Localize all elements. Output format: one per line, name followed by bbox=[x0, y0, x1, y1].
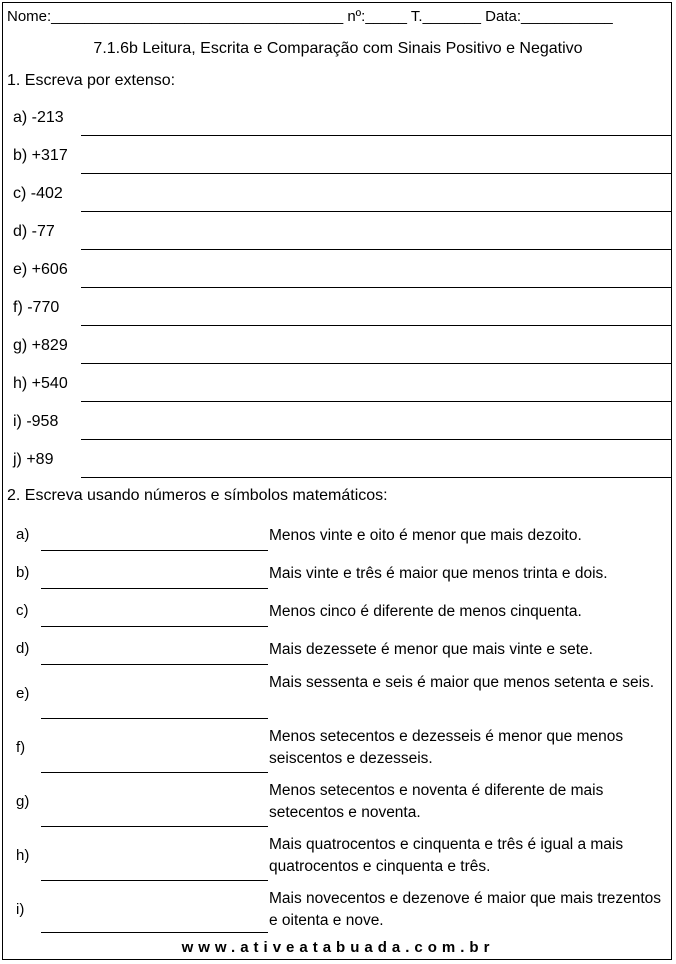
number-label: j) +89 bbox=[13, 451, 54, 468]
sentence-text: Menos setecentos e noventa é diferente de mais setecentos e noventa. bbox=[269, 782, 604, 821]
worksheet-title: 7.1.6b Leitura, Escrita e Comparação com Sinais Positivo e Negativo bbox=[93, 40, 583, 57]
item-label: f) bbox=[16, 739, 26, 756]
answer-line-g bbox=[7, 335, 672, 373]
number-label: a) -213 bbox=[13, 109, 64, 126]
worksheet-page bbox=[2, 2, 672, 960]
item-label: d) bbox=[16, 640, 30, 657]
question-2-title: 2. Escreva usando números e símbolos matemáticos: bbox=[7, 487, 388, 504]
item-label: e) bbox=[16, 685, 30, 702]
answer-line[interactable] bbox=[41, 664, 268, 665]
writing-line[interactable] bbox=[81, 477, 672, 478]
answer-line[interactable] bbox=[41, 588, 268, 589]
sentence-row-a bbox=[7, 520, 672, 558]
number-label: c) -402 bbox=[13, 185, 63, 202]
writing-line[interactable] bbox=[81, 325, 672, 326]
answer-line[interactable] bbox=[41, 826, 268, 827]
sentence-text: Mais novecentos e dezenove é maior que mais trezentos e oitenta e nove. bbox=[269, 890, 662, 929]
item-label: b) bbox=[16, 564, 30, 581]
writing-line[interactable] bbox=[81, 363, 672, 364]
sentence-text: Menos cinco é diferente de menos cinquenta. bbox=[269, 603, 582, 620]
sentence-row-f bbox=[7, 726, 672, 780]
answer-line-e bbox=[7, 259, 672, 297]
answer-line-i bbox=[7, 411, 672, 449]
student-info-header: Nome:___________________________________ nº:_____ T._______ Data:___________ bbox=[7, 8, 613, 25]
answer-line-d bbox=[7, 221, 672, 259]
writing-line[interactable] bbox=[81, 211, 672, 212]
answer-line[interactable] bbox=[41, 772, 268, 773]
writing-line[interactable] bbox=[81, 173, 672, 174]
number-label: d) -77 bbox=[13, 223, 55, 240]
sentence-row-b bbox=[7, 558, 672, 596]
item-label: a) bbox=[16, 526, 30, 543]
question-1-title: 1. Escreva por extenso: bbox=[7, 72, 176, 89]
sentence-text: Mais vinte e três é maior que menos trinta e dois. bbox=[269, 565, 608, 582]
answer-line-a bbox=[7, 107, 672, 145]
answer-line[interactable] bbox=[41, 932, 268, 933]
sentence-text: Mais quatrocentos e cinquenta e três é igual a mais quatrocentos e cinquenta e três. bbox=[269, 836, 624, 875]
website-footer[interactable]: www.ativeatabuada.com.br bbox=[181, 939, 495, 956]
number-label: h) +540 bbox=[13, 375, 68, 392]
number-label: b) +317 bbox=[13, 147, 68, 164]
answer-line-j bbox=[7, 449, 672, 487]
answer-line[interactable] bbox=[41, 718, 268, 719]
sentence-row-h bbox=[7, 834, 672, 888]
number-label: i) -958 bbox=[13, 413, 59, 430]
answer-line[interactable] bbox=[41, 880, 268, 881]
number-label: e) +606 bbox=[13, 261, 68, 278]
writing-line[interactable] bbox=[81, 135, 672, 136]
sentence-row-c bbox=[7, 596, 672, 634]
writing-line[interactable] bbox=[81, 439, 672, 440]
answer-line[interactable] bbox=[41, 626, 268, 627]
item-label: c) bbox=[16, 602, 29, 619]
sentence-text: Menos setecentos e dezesseis é menor que menos seiscentos e dezesseis. bbox=[269, 728, 624, 767]
answer-line-h bbox=[7, 373, 672, 411]
number-label: f) -770 bbox=[13, 299, 60, 316]
item-label: g) bbox=[16, 793, 30, 810]
answer-line-b bbox=[7, 145, 672, 183]
answer-line[interactable] bbox=[41, 550, 268, 551]
item-label: i) bbox=[16, 901, 25, 918]
sentence-row-d bbox=[7, 634, 672, 672]
writing-line[interactable] bbox=[81, 287, 672, 288]
answer-line-f bbox=[7, 297, 672, 335]
number-label: g) +829 bbox=[13, 337, 68, 354]
sentence-text: Mais sessenta e seis é maior que menos setenta e seis. bbox=[269, 674, 655, 691]
sentence-text: Mais dezessete é menor que mais vinte e sete. bbox=[269, 641, 593, 658]
item-label: h) bbox=[16, 847, 30, 864]
sentence-row-g bbox=[7, 780, 672, 834]
answer-line-c bbox=[7, 183, 672, 221]
writing-line[interactable] bbox=[81, 249, 672, 250]
sentence-row-e bbox=[7, 672, 672, 726]
sentence-text: Menos vinte e oito é menor que mais dezoito. bbox=[269, 527, 582, 544]
writing-line[interactable] bbox=[81, 401, 672, 402]
sentence-row-i bbox=[7, 888, 672, 936]
